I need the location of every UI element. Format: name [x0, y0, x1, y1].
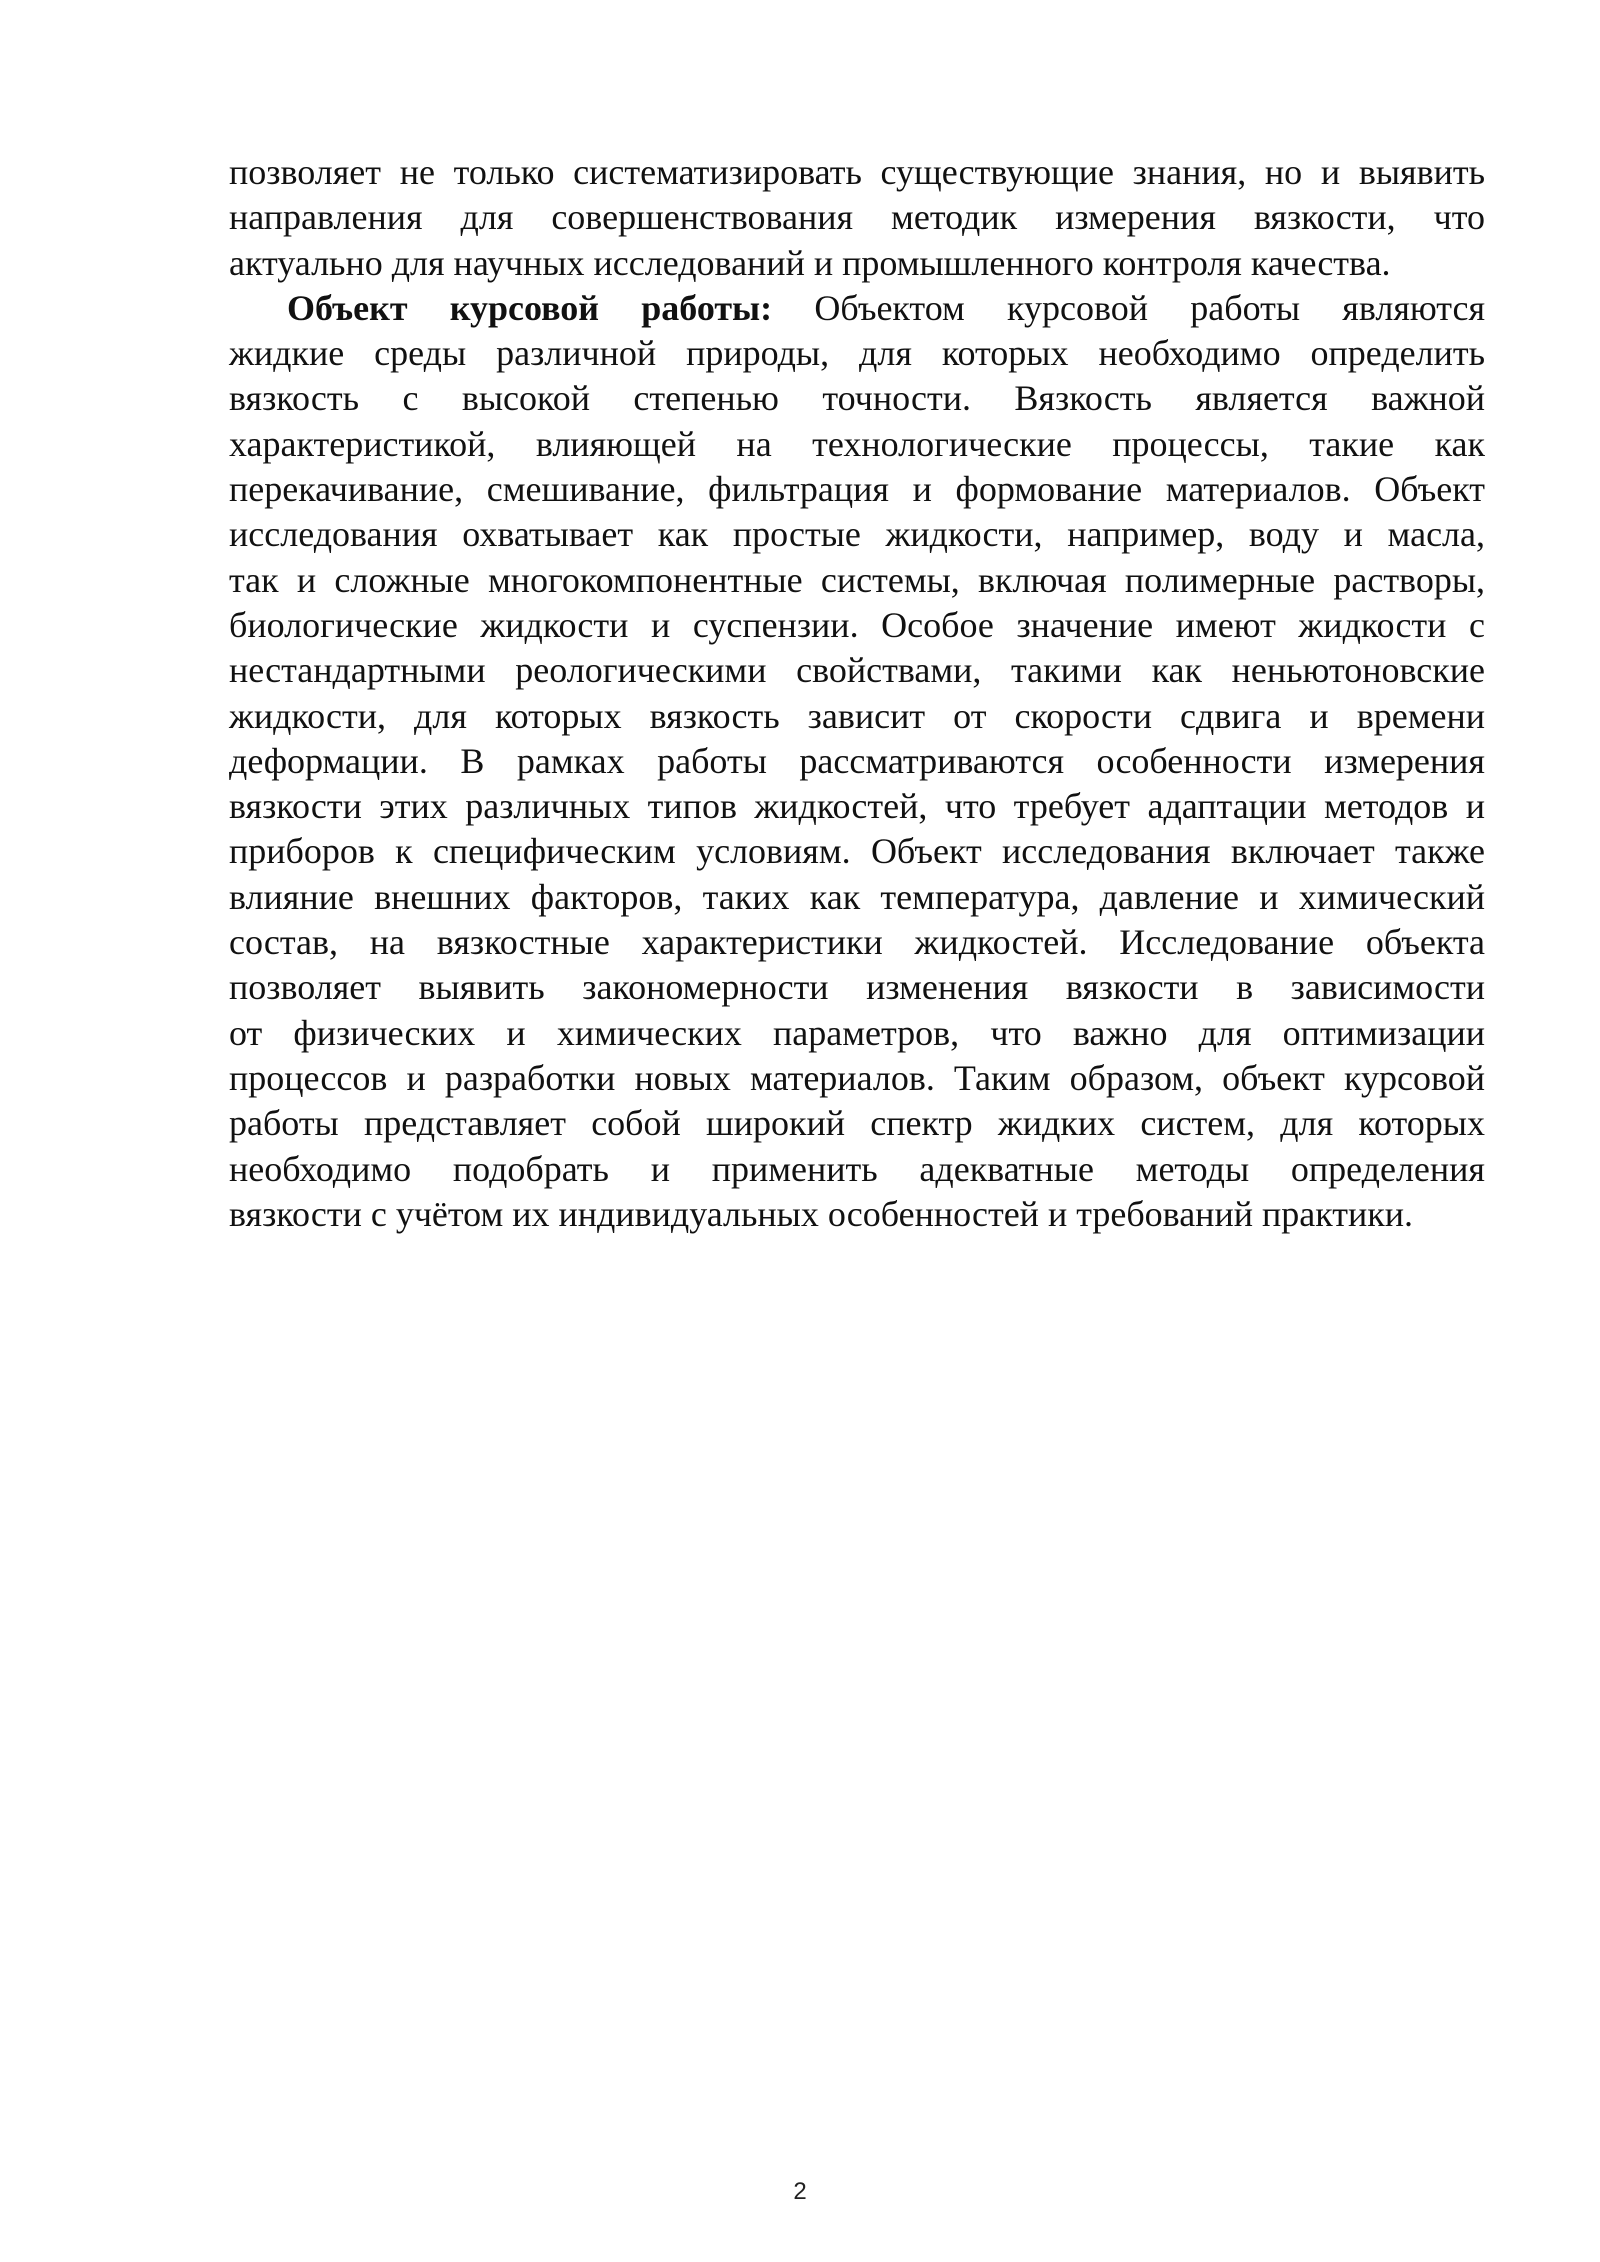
text-line: так и сложные многокомпонентные системы, включая полимерные растворы,: [229, 559, 1485, 600]
text-line: биологические жидкости и суспензии. Особое значение имеют жидкости с: [229, 604, 1485, 645]
text-line: вязкости этих различных типов жидкостей, что требует адаптации методов и: [229, 786, 1485, 827]
text-run: Объектом курсовой работы являются: [814, 287, 1486, 328]
paragraph-continued: [229, 150, 1485, 286]
text-line: состав, на вязкостные характеристики жидкостей. Исследование объекта: [229, 922, 1485, 963]
paragraph-object: [229, 286, 1485, 1237]
text-line: направления для совершенствования методик измерения вязкости, что: [229, 197, 1485, 238]
text-line: необходимо подобрать и применить адекватные методы определения: [229, 1148, 1485, 1189]
text-line: вязкости с учётом их индивидуальных особенностей и требований практики.: [229, 1193, 1413, 1234]
text-line: жидкие среды различной природы, для которых необходимо определить: [229, 333, 1485, 374]
text-line: нестандартными реологическими свойствами, такими как неньютоновские: [229, 650, 1485, 691]
text-line: исследования охватывает как простые жидкости, например, воду и масла,: [229, 514, 1485, 555]
text-line: работы представляет собой широкий спектр жидких систем, для которых: [229, 1103, 1485, 1144]
text-line: жидкости, для которых вязкость зависит от скорости сдвига и времени: [229, 695, 1485, 736]
text-line: от физических и химических параметров, что важно для оптимизации: [229, 1012, 1485, 1053]
text-line: деформации. В рамках работы рассматриваются особенности измерения: [229, 740, 1485, 781]
text-line: актуально для научных исследований и промышленного контроля качества.: [229, 242, 1391, 283]
body-text: [229, 150, 1485, 1237]
section-heading: Объект курсовой работы:: [287, 287, 773, 328]
page-number: 2: [793, 2178, 807, 2205]
text-line: позволяет выявить закономерности изменения вязкости в зависимости: [229, 967, 1485, 1008]
paragraph-first-line: [229, 286, 1485, 331]
text-line: перекачивание, смешивание, фильтрация и формование материалов. Объект: [229, 469, 1485, 510]
text-line: характеристикой, влияющей на технологические процессы, такие как: [229, 423, 1485, 464]
text-line: позволяет не только систематизировать существующие знания, но и выявить: [229, 152, 1485, 192]
text-line: влияние внешних факторов, таких как температура, давление и химический: [229, 876, 1485, 917]
text-line: приборов к специфическим условиям. Объект исследования включает также: [229, 831, 1485, 872]
text-line: процессов и разработки новых материалов. Таким образом, объект курсовой: [229, 1057, 1485, 1098]
text-line: вязкость с высокой степенью точности. Вязкость является важной: [229, 378, 1485, 419]
